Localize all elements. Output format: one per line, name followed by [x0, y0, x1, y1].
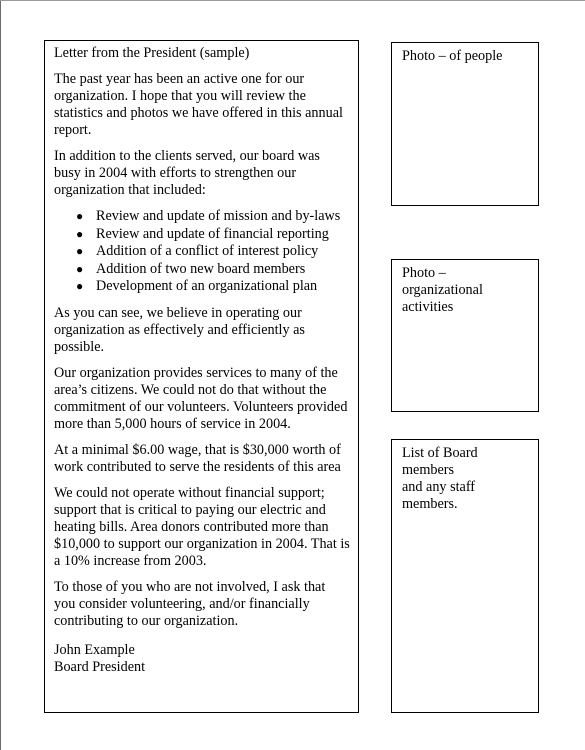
photo-activities-label-line3: activities	[402, 299, 454, 315]
board-members-label-line1: List of Board members	[402, 445, 478, 478]
list-item-text: Review and update of mission and by-laws	[96, 208, 341, 224]
photo-activities-placeholder	[391, 259, 539, 412]
list-item-text: Addition of a conflict of interest policy	[96, 243, 319, 260]
page-edge-left	[0, 0, 1, 750]
letter-title: Letter from the President (sample)	[54, 45, 250, 61]
letter-paragraph-wage: At a minimal $6.00 wage, that is $30,000 worth of work contributed to serve the residents of this area	[54, 441, 341, 475]
signature-block	[54, 642, 350, 676]
list-item-text: Addition of two new board members	[96, 260, 306, 277]
board-members-label-line2: and any staff members.	[402, 479, 476, 512]
list-item	[76, 243, 350, 261]
signature-title: Board President	[54, 658, 146, 675]
letter-paragraph-board: In addition to the clients served, our board was busy in 2004 with efforts to strengthen our organization that included:	[54, 148, 320, 198]
letter-paragraph-intro: The past year has been an active one for our organization. I hope that you will review the statistics and photos we have offered in this annual report.	[54, 71, 343, 138]
photo-activities-label-line2: organizational	[402, 282, 483, 298]
accomplishments-list	[54, 208, 350, 296]
board-members-placeholder	[391, 439, 539, 713]
bullet-icon: ●	[76, 244, 84, 259]
list-item	[76, 278, 350, 296]
bullet-icon: ●	[76, 209, 84, 223]
photo-activities-label-line1: Photo –	[402, 265, 446, 281]
bullet-icon: ●	[76, 279, 84, 294]
list-item-text: Development of an organizational plan	[96, 278, 318, 295]
bullet-icon: ●	[76, 226, 84, 241]
list-item	[76, 225, 350, 244]
letter-paragraph-appeal: To those of you who are not involved, I ask that you consider volunteering, and/or financially contributing to our organization.	[54, 578, 326, 629]
bullet-icon: ●	[76, 261, 84, 276]
letter-paragraph-volunteers: Our organization provides services to many of the area’s citizens. We could not do that without the commitment of our volunteers. Volunteers provided more than 5,000 hours of service in 2004.	[54, 364, 348, 432]
page-edge-top	[0, 0, 585, 1]
letter-paragraph-efficiency: As you can see, we believe in operating our organization as effectively and efficiently as possible.	[54, 304, 305, 355]
signature-name: John Example	[54, 641, 135, 658]
photo-people-placeholder	[391, 42, 539, 206]
list-item-text: Review and update of financial reporting	[96, 225, 329, 242]
letter-paragraph-donors: We could not operate without financial support; support that is critical to paying our electric and heating bills. Area donors contributed more than $10,000 to support our organization in 2004. That is a 10% increase from 2003.	[54, 484, 350, 569]
list-item	[76, 260, 350, 279]
president-letter-box	[44, 40, 359, 713]
list-item	[76, 208, 350, 226]
photo-people-label: Photo – of people	[402, 48, 503, 64]
